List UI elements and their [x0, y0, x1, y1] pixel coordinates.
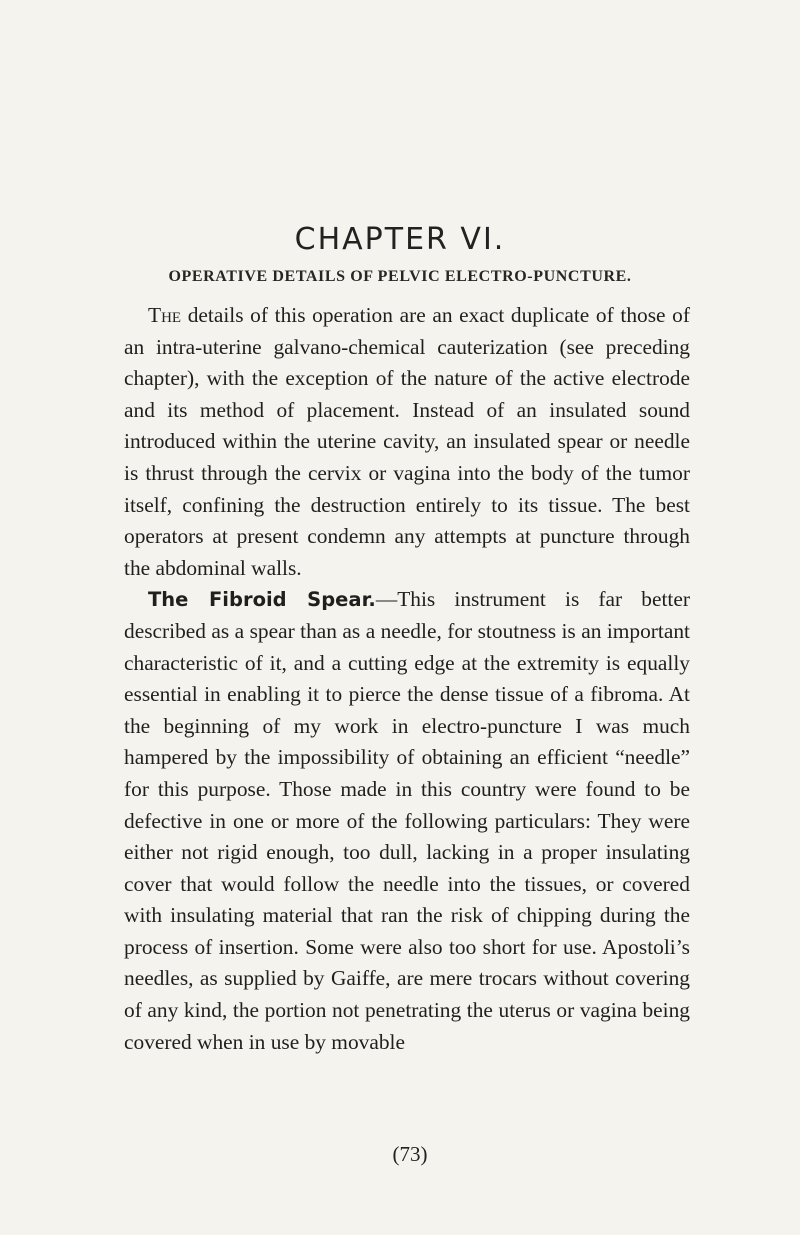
- paragraph-fibroid-spear: [124, 584, 690, 1058]
- body-text: [124, 300, 690, 1058]
- page-number: (73): [392, 1142, 428, 1166]
- chapter-title: CHAPTER VI.: [294, 222, 506, 257]
- paragraph-intro: [124, 300, 690, 584]
- fibroid-spear-heading: The Fibroid Spear.: [148, 588, 376, 612]
- paragraph-intro-text: details of this operation are an exact duplicate of those of an intra-uterine galvano-chemical cauterization (see preceding chapter), with the exception of the nature of the active electrode and its method of placement. Instead of an insulated sound introduced within the uterine cavity, an insulated spear or needle is thrust through the cervix or vagina into the body of the tumor itself, confining the destruction entirely to its tissue. The best operators at present condemn any attempts at puncture through the abdominal walls.: [124, 303, 690, 580]
- chapter-subtitle: OPERATIVE DETAILS OF PELVIC ELECTRO-PUNCTURE.: [168, 268, 632, 285]
- paragraph-lead-word: The: [148, 303, 182, 327]
- paragraph-fibroid-spear-text: —This instrument is far better described as a spear than as a needle, for stoutness is an important characteristic of it, and a cutting edge at the extremity is equally essential in enabling it to pierce the dense tissue of a fibroma. At the beginning of my work in electro-puncture I was much hampered by the impossibility of obtaining an efficient “needle” for this purpose. Those made in this country were found to be defective in one or more of the following particulars: They were either not rigid enough, too dull, lacking in a proper insulating cover that would follow the needle into the tissues, or covered with insulating material that ran the risk of chipping during the process of insertion. Some were also too short for use. Apostoli’s needles, as supplied by Gaiffe, are mere trocars without covering of any kind, the portion not penetrating the uterus or vagina being covered when in use by movable: [124, 587, 690, 1054]
